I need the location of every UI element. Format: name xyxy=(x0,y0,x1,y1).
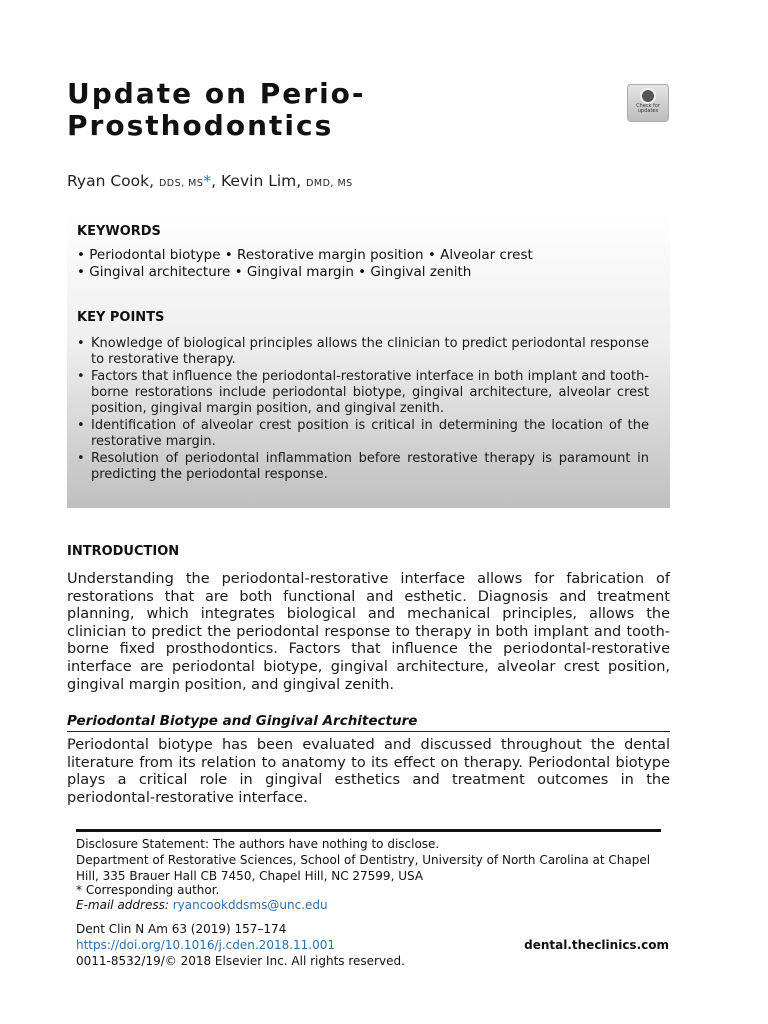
title-line: Prosthodontics xyxy=(67,109,334,142)
disclosure-statement: Disclosure Statement: The authors have nothing to disclose. xyxy=(76,837,440,851)
subsection-paragraph: Periodontal biotype has been evaluated and discussed throughout the dental literature from its relation to anatomy to its effect on therapy. Periodontal biotype plays a critical role in gingival esthetics and treatment outcomes in the periodontal-restorative interface. xyxy=(67,737,670,806)
key-point-item: • Resolution of periodontal inflammation before restorative therapy is paramount in predicting the periodontal response. xyxy=(77,451,649,483)
email-link[interactable]: ryancookddsms@unc.edu xyxy=(172,898,328,912)
title-line: Update on Perio- xyxy=(67,77,366,110)
key-points-list xyxy=(77,336,649,484)
author-degree: DMD, MS xyxy=(306,178,353,189)
key-point-item: • Identification of alveolar crest position is critical in determining the location of the restorative margin. xyxy=(77,418,649,450)
footer-divider xyxy=(76,829,661,832)
keywords-keypoints-box xyxy=(67,212,670,508)
introduction-heading: INTRODUCTION xyxy=(67,544,180,559)
badge-text: updates xyxy=(637,108,659,114)
subsection-heading: Periodontal Biotype and Gingival Architecture xyxy=(67,713,670,732)
check-for-updates-badge[interactable] xyxy=(627,84,669,122)
article-title xyxy=(67,78,366,142)
affiliation: Department of Restorative Sciences, School of Dentistry, University of North Carolina at Chapel Hill, 335 Brauer Hall CB 7450, Chapel Hill, NC 27599, USA xyxy=(76,853,651,883)
key-points-heading: KEY POINTS xyxy=(77,310,165,325)
author-name: Ryan Cook, xyxy=(67,172,155,190)
keywords-heading: KEYWORDS xyxy=(77,224,161,239)
author-degree: DDS, MS xyxy=(158,178,204,189)
email-label: E-mail address: xyxy=(76,898,169,912)
journal-site-link[interactable]: dental.theclinics.com xyxy=(524,938,669,952)
keywords-line: • Periodontal biotype • Restorative margin position • Alveolar crest xyxy=(77,247,533,263)
badge-text: Check for xyxy=(636,103,660,109)
keywords-line: • Gingival architecture • Gingival margin • Gingival zenith xyxy=(77,264,472,280)
corresponding-author: * Corresponding author. xyxy=(76,883,220,897)
corresponding-mark[interactable]: * xyxy=(203,172,212,190)
citation: Dent Clin N Am 63 (2019) 157–174 xyxy=(76,922,287,936)
email-line xyxy=(76,898,676,914)
key-point-item: • Factors that influence the periodontal-restorative interface in both implant and tooth-borne restorations include periodontal biotype, gingival architecture, alveolar crest position, gingival margin position, and gingival zenith. xyxy=(77,369,649,417)
update-ring-icon xyxy=(640,88,656,104)
key-point-item: • Knowledge of biological principles allows the clinician to predict periodontal response to restorative therapy. xyxy=(77,336,649,368)
author-name: Kevin Lim, xyxy=(221,172,302,190)
doi-link[interactable]: https://doi.org/10.1016/j.cden.2018.11.001 xyxy=(76,938,336,952)
author-separator: , xyxy=(211,172,222,190)
author-line xyxy=(67,172,353,190)
introduction-paragraph: Understanding the periodontal-restorative interface allows for fabrication of restorations that are both functional and esthetic. Diagnosis and treatment planning, which integrates biological and mechanical principles, allows the clinician to predict the periodontal response to therapy in both implant and tooth-borne fixed prosthodontics. Factors that influence the periodontal-restorative interface are periodontal biotype, gingival architecture, alveolar crest position, gingival margin position, and gingival zenith. xyxy=(67,571,670,693)
copyright: 0011-8532/19/© 2018 Elsevier Inc. All rights reserved. xyxy=(76,954,405,968)
